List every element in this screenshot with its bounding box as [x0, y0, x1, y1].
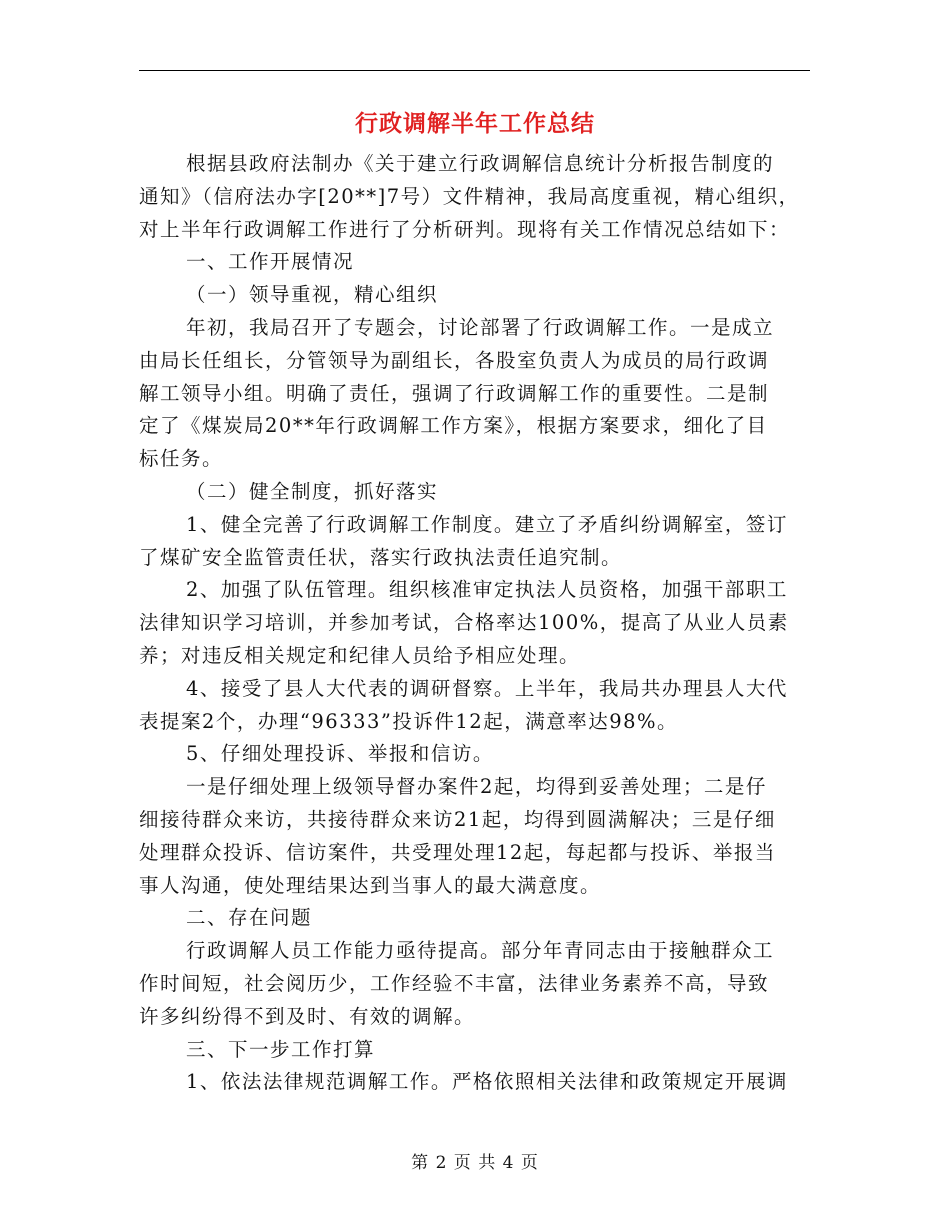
text-line: 解工领导小组。明确了责任，强调了行政调解工作的重要性。二是制	[139, 381, 770, 405]
text-line: 了煤矿安全监管责任状，落实行政执法责任追究制。	[139, 545, 623, 569]
text-line: 4、接受了县人大代表的调研督察。上半年，我局共办理县人大代	[186, 676, 788, 700]
text-line: 许多纠纷得不到及时、有效的调解。	[139, 1004, 476, 1028]
text-line: 事人沟通，使处理结果达到当事人的最大满意度。	[139, 873, 602, 897]
text-line: 标任务。	[139, 447, 224, 471]
text-line: 表提案2个，办理“96333”投诉件12起，满意率达98%。	[139, 709, 679, 733]
text-line: 通知》（信府法办字[20**]7号）文件精神，我局高度重视，精心组织，	[139, 184, 800, 208]
text-line: 年初，我局召开了专题会，讨论部署了行政调解工作。一是成立	[186, 315, 775, 339]
page-footer: 第 2 页 共 4 页	[411, 1153, 539, 1173]
text-line: 由局长任组长，分管领导为副组长，各股室负责人为成员的局行政调	[139, 348, 770, 372]
text-line: 作时间短，社会阅历少，工作经验不丰富，法律业务素养不高，导致	[139, 971, 770, 995]
text-line: （一）领导重视，精心组织	[186, 283, 439, 307]
text-line: 法律知识学习培训，并参加考试，合格率达100%，提高了从业人员素	[139, 611, 789, 635]
document-body	[139, 148, 819, 1099]
text-line: 一是仔细处理上级领导督办案件2起，均得到妥善处理；二是仔	[186, 775, 767, 799]
text-line: 根据县政府法制办《关于建立行政调解信息统计分析报告制度的	[186, 152, 775, 175]
text-line: 二、存在问题	[186, 906, 313, 930]
text-line: 一、工作开展情况	[186, 250, 355, 274]
text-line: 行政调解人员工作能力亟待提高。部分年青同志由于接触群众工	[186, 939, 775, 963]
text-line: 1、健全完善了行政调解工作制度。建立了矛盾纠纷调解室，签订	[186, 512, 788, 536]
text-line: 养；对违反相关规定和纪律人员给予相应处理。	[139, 643, 581, 667]
text-line: 定了《煤炭局20**年行政调解工作方案》，根据方案要求，细化了目	[139, 414, 768, 438]
text-line: 2、加强了队伍管理。组织核准审定执法人员资格，加强干部职工	[186, 578, 788, 602]
text-line: （二）健全制度，抓好落实	[186, 479, 439, 503]
text-line: 处理群众投诉、信访案件，共受理处理12起，每起都与投诉、举报当	[139, 840, 776, 864]
text-line: 对上半年行政调解工作进行了分析研判。现将有关工作情况总结如下：	[139, 217, 791, 241]
document-title: 行政调解半年工作总结	[355, 110, 595, 137]
text-line: 1、依法法律规范调解工作。严格依照相关法律和政策规定开展调	[186, 1070, 788, 1094]
header-rule	[139, 70, 810, 71]
text-line: 三、下一步工作打算	[186, 1037, 376, 1061]
text-line: 细接待群众来访，共接待群众来访21起，均得到圆满解决；三是仔细	[139, 807, 776, 831]
text-line: 5、仔细处理投诉、举报和信访。	[186, 742, 494, 766]
